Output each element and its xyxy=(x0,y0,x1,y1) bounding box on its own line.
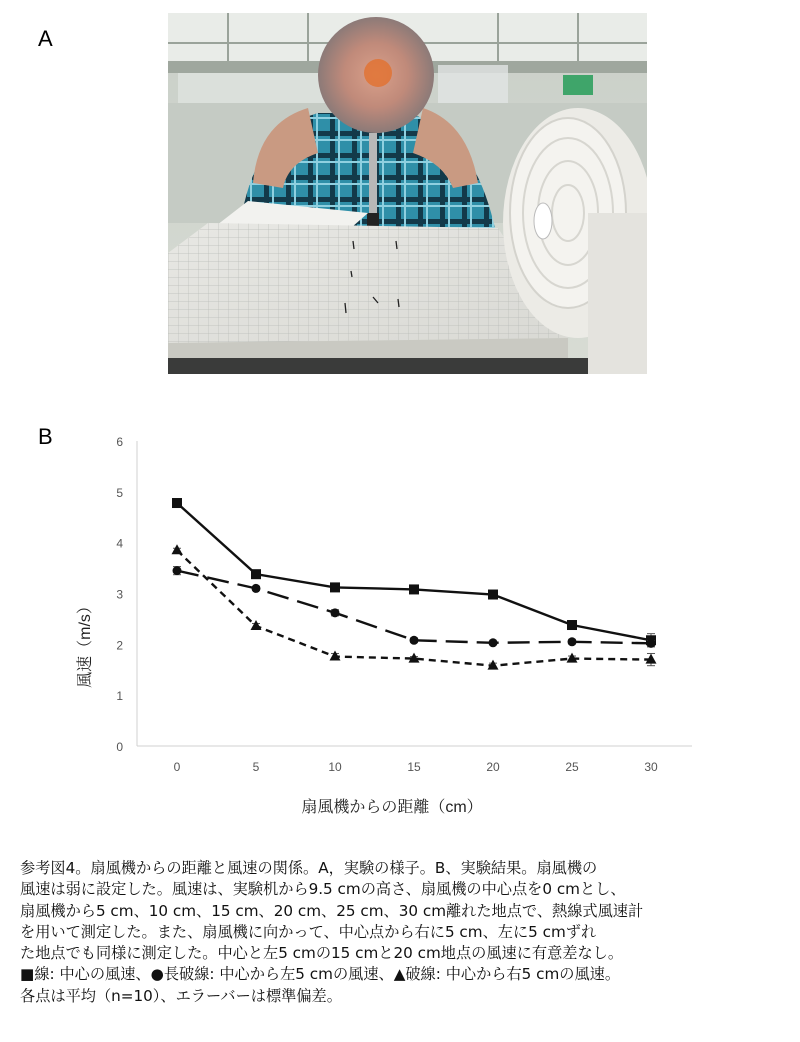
data-point-circle xyxy=(647,639,656,648)
caption-line: 扇風機から5 cm、10 cm、15 cm、20 cm、25 cm、30 cm離れた地点で、熱線式風速計 xyxy=(20,901,644,920)
chart-series xyxy=(172,498,657,670)
figure-caption xyxy=(20,858,795,1007)
data-point-circle xyxy=(489,638,498,647)
y-tick-label: 2 xyxy=(116,638,123,653)
x-tick-label: 5 xyxy=(252,760,260,774)
data-point-circle xyxy=(410,636,419,645)
x-tick-labels xyxy=(174,760,658,774)
series-circle xyxy=(173,566,656,648)
photo-experiment-setup-icon xyxy=(168,13,647,374)
y-tick-label: 5 xyxy=(116,485,123,500)
chart-svg xyxy=(60,425,720,825)
data-point-circle xyxy=(173,566,182,575)
y-tick-labels xyxy=(116,435,123,754)
data-point-square xyxy=(172,498,182,508)
panel-label-a: A xyxy=(38,26,53,51)
data-point-square xyxy=(251,569,261,579)
x-tick-label: 25 xyxy=(565,760,579,774)
x-axis-label: 扇風機からの距離（cm） xyxy=(301,799,483,816)
caption-line: た地点でも同様に測定した。中心と左5 cmの15 cmと20 cm地点の風速に有意差なし。 xyxy=(20,944,624,963)
data-point-circle xyxy=(331,608,340,617)
x-tick-label: 10 xyxy=(328,760,342,774)
data-point-square xyxy=(488,590,498,600)
x-tick-label: 0 xyxy=(173,760,181,774)
x-tick-label: 15 xyxy=(407,760,421,774)
experiment-photo xyxy=(168,13,647,374)
y-tick-label: 1 xyxy=(116,689,123,704)
series-square xyxy=(172,498,656,647)
data-point-square xyxy=(409,584,419,594)
data-point-square xyxy=(330,582,340,592)
y-tick-label: 3 xyxy=(116,587,123,602)
caption-line: 風速は弱に設定した。風速は、実験机から9.5 cmの高さ、扇風機の中心点を0 cmとし、 xyxy=(20,880,626,899)
y-tick-label: 4 xyxy=(116,536,123,551)
caption-line: 参考図4。扇風機からの距離と風速の関係。A，実験の様子。B、実験結果。扇風機の xyxy=(20,859,598,877)
caption-line: 各点は平均（n=10）、エラーバーは標準偏差。 xyxy=(20,986,342,1005)
y-axis-label: 風速（m/s） xyxy=(77,598,94,688)
wind-speed-chart xyxy=(60,425,720,825)
series-line-circle xyxy=(177,571,651,644)
panel-label-b: B xyxy=(38,424,53,449)
y-tick-label: 0 xyxy=(116,740,123,754)
caption-line: ■線: 中心の風速、●長破線: 中心から左5 cmの風速、▲破線: 中心から右5 cmの風速。 xyxy=(20,965,621,984)
data-point-square xyxy=(567,620,577,630)
data-point-triangle xyxy=(172,544,183,554)
data-point-triangle xyxy=(251,620,262,630)
x-tick-label: 30 xyxy=(644,760,658,774)
data-point-circle xyxy=(252,584,261,593)
data-point-circle xyxy=(568,637,577,646)
x-tick-label: 20 xyxy=(486,760,500,774)
y-tick-label: 6 xyxy=(116,435,123,449)
caption-line: を用いて測定した。また、扇風機に向かって、中心点から右に5 cm、左に5 cmずれ xyxy=(20,922,597,941)
